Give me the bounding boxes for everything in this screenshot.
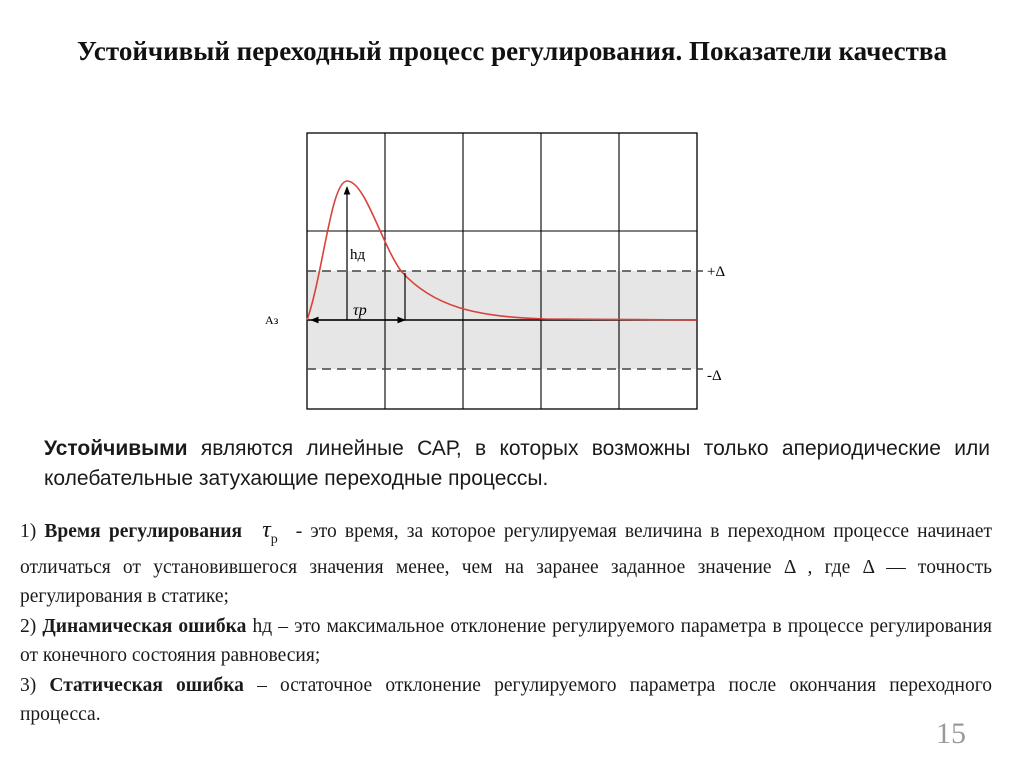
item-text: - это время, за которое регулируемая величина в переходном процессе начинает отличаться от установившегося значения менее, чем на заранее заданное значение Δ , где Δ — точность регулирования в статике;: [20, 521, 992, 607]
slide-number: 15: [936, 717, 966, 750]
indicator-dynamic-error: [20, 613, 992, 670]
item-term: Статическая ошибка: [49, 675, 244, 697]
label-plus-delta: +Δ: [707, 264, 726, 280]
tau-symbol: $\tau_р$: [262, 517, 278, 547]
label-tau: τр: [353, 302, 367, 319]
item-text: hд – это максимальное отклонение регулируемого параметра в процессе регулирования от конечного состояния равновесия;: [20, 616, 993, 666]
slide-title: Устойчивый переходный процесс регулирования. Показатели качества: [77, 36, 947, 66]
item-term: Время регулирования: [44, 521, 243, 542]
item-term: Динамическая ошибка: [42, 616, 247, 638]
item-number: 1): [20, 521, 45, 542]
stability-definition: [44, 434, 990, 494]
label-minus-delta: -Δ: [707, 368, 722, 384]
indicator-settling-time: [20, 516, 992, 611]
stability-term: Устойчивыми: [44, 437, 188, 460]
item-number: 2): [20, 616, 43, 638]
item-text: – остаточное отклонение регулируемого параметра после окончания переходного процесса.: [20, 675, 993, 725]
item-number: 3): [20, 675, 50, 697]
label-az: Аз: [265, 313, 279, 327]
stability-text: являются линейные САР, в которых возможны только апериодические или колебательные затухающие переходные процессы.: [44, 437, 990, 490]
quality-indicators: [20, 516, 992, 731]
transient-process-diagram: [255, 125, 755, 415]
label-hd: hд: [350, 247, 366, 263]
indicator-static-error: [20, 672, 992, 729]
